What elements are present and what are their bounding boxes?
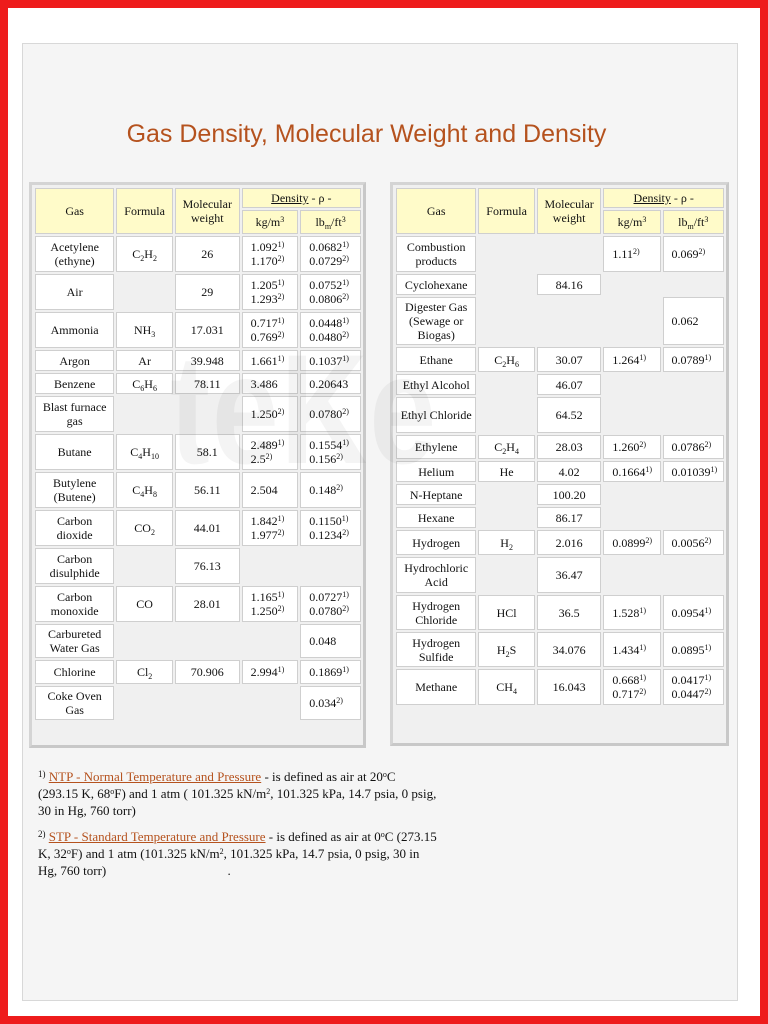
table-row [35, 586, 361, 622]
cell-formula-empty [116, 274, 173, 310]
cell-formula-empty [116, 686, 173, 720]
table-row [396, 595, 724, 630]
cell-density-kg-empty [242, 548, 299, 584]
cell-formula-empty [116, 396, 173, 432]
cell-gas: Hydrogen Sulfide [396, 632, 476, 667]
cell-molecular-weight: 34.076 [537, 632, 602, 667]
footnote-marker: 1) [38, 769, 46, 779]
cell-density-lb: 0.20643 [300, 373, 361, 394]
cell-molecular-weight-empty [175, 686, 240, 720]
footnote-ntp [38, 766, 438, 819]
cell-gas: Hydrogen Chloride [396, 595, 476, 630]
cell-gas: Butane [35, 434, 114, 470]
col-header-lbm-ft3: $lb_m/ft^3$ [663, 210, 724, 234]
cell-density-kg-empty [603, 297, 660, 345]
cell-density-lb: 0.0895$^{1)}$ [663, 632, 724, 667]
cell-density-kg-empty [603, 557, 660, 593]
cell-density-lb: 0.148$^{2)}$ [300, 472, 361, 508]
col-header-formula: Formula [478, 188, 534, 234]
col-header-gas: Gas [396, 188, 476, 234]
table-row [35, 624, 361, 658]
cell-density-kg: 1.264$^{1)}$ [603, 347, 660, 372]
col-header-density: Density - ρ - [242, 188, 361, 208]
ntp-text: - is defined as air at 20$^o$C (293.15 K, 68$^o$F) and 1 atm ( 101.325 $kN/m^2$, 101.325 kPa, 14.7 psia, 0 psig, 30 in Hg, 760 torr) [38, 769, 437, 818]
cell-gas: Helium [396, 461, 476, 482]
table-row [35, 434, 361, 470]
cell-gas: Chlorine [35, 660, 114, 684]
col-header-kg-m3: $kg/m^3$ [242, 210, 299, 234]
table-row [35, 472, 361, 508]
cell-density-lb: 0.1554$^{1)}$ 0.156$^{2)}$ [300, 434, 361, 470]
cell-formula-empty [478, 374, 534, 395]
cell-gas: Butylene (Butene) [35, 472, 114, 508]
cell-density-kg: 1.528$^{1)}$ [603, 595, 660, 630]
cell-density-kg-empty [603, 374, 660, 395]
cell-formula: $C_4H_{10}$ [116, 434, 173, 470]
table-row [396, 274, 724, 295]
cell-formula-empty [478, 484, 534, 505]
table-row [35, 686, 361, 720]
cell-density-lb-empty [663, 274, 724, 295]
cell-molecular-weight: 46.07 [537, 374, 602, 395]
cell-density-lb: 0.062 [663, 297, 724, 345]
cell-molecular-weight: 70.906 [175, 660, 240, 684]
cell-molecular-weight: 4.02 [537, 461, 602, 482]
cell-formula: He [478, 461, 534, 482]
cell-gas: Ammonia [35, 312, 114, 348]
table-row [396, 632, 724, 667]
cell-density-kg: 0.668$^{1)}$ 0.717$^{2)}$ [603, 669, 660, 705]
cell-density-lb: 0.1037$^{1)}$ [300, 350, 361, 371]
cell-density-kg: 1.205$^{1)}$ 1.293$^{2)}$ [242, 274, 299, 310]
cell-gas: Hydrochloric Acid [396, 557, 476, 593]
cell-formula: $Cl_2$ [116, 660, 173, 684]
cell-density-lb: 0.0056$^{2)}$ [663, 530, 724, 555]
cell-density-kg: 1.434$^{1)}$ [603, 632, 660, 667]
cell-molecular-weight: 26 [175, 236, 240, 272]
cell-density-kg: 1.092$^{1)}$ 1.170$^{2)}$ [242, 236, 299, 272]
cell-formula: HCl [478, 595, 534, 630]
cell-density-lb: 0.0448$^{1)}$ 0.0480$^{2)}$ [300, 312, 361, 348]
cell-density-kg: 1.250$^{2)}$ [242, 396, 299, 432]
col-header-lbm-ft3: $lb_m/ft^3$ [300, 210, 361, 234]
cell-formula-empty [478, 557, 534, 593]
cell-density-kg-empty [603, 397, 660, 433]
cell-molecular-weight-empty [537, 297, 602, 345]
cell-density-lb-empty [663, 397, 724, 433]
cell-density-kg: 3.486 [242, 373, 299, 394]
cell-density-lb: 0.0682$^{1)}$ 0.0729$^{2)}$ [300, 236, 361, 272]
cell-density-lb-empty [663, 507, 724, 528]
table-row [35, 350, 361, 371]
gas-table-left-panel [29, 182, 366, 748]
table-row [396, 484, 724, 505]
cell-formula-empty [116, 624, 173, 658]
cell-gas: Carbon dioxide [35, 510, 114, 546]
cell-molecular-weight: 16.043 [537, 669, 602, 705]
cell-gas: Hydrogen [396, 530, 476, 555]
table-row [396, 669, 724, 705]
cell-molecular-weight: 64.52 [537, 397, 602, 433]
cell-density-kg: 2.504 [242, 472, 299, 508]
cell-density-lb-empty [663, 484, 724, 505]
cell-formula: $H_2S$ [478, 632, 534, 667]
cell-density-lb: 0.048 [300, 624, 361, 658]
cell-density-lb: 0.0954$^{1)}$ [663, 595, 724, 630]
cell-density-lb: 0.0752$^{1)}$ 0.0806$^{2)}$ [300, 274, 361, 310]
footnotes [38, 766, 438, 886]
cell-density-lb: 0.1150$^{1)}$ 0.1234$^{2)}$ [300, 510, 361, 546]
cell-molecular-weight-empty [175, 624, 240, 658]
cell-density-lb-empty [300, 548, 361, 584]
col-header-molecular-weight: Molecular weight [537, 188, 602, 234]
cell-molecular-weight-empty [537, 236, 602, 272]
cell-formula: $C_2H_4$ [478, 435, 534, 459]
trailing-dot: . [227, 863, 231, 878]
table-row [396, 374, 724, 395]
cell-molecular-weight: 28.01 [175, 586, 240, 622]
cell-molecular-weight: 84.16 [537, 274, 602, 295]
col-header-formula: Formula [116, 188, 173, 234]
cell-formula: $CO_2$ [116, 510, 173, 546]
cell-gas: Argon [35, 350, 114, 371]
cell-molecular-weight: 36.47 [537, 557, 602, 593]
cell-molecular-weight: 17.031 [175, 312, 240, 348]
cell-density-lb: 0.01039$^{1)}$ [663, 461, 724, 482]
cell-density-kg-empty [603, 507, 660, 528]
cell-density-lb-empty [663, 374, 724, 395]
table-row [396, 530, 724, 555]
table-row [396, 236, 724, 272]
cell-molecular-weight: 36.5 [537, 595, 602, 630]
cell-gas: Cyclohexane [396, 274, 476, 295]
cell-formula-empty [478, 397, 534, 433]
col-header-gas: Gas [35, 188, 114, 234]
table-row [396, 435, 724, 459]
col-header-kg-m3: $kg/m^3$ [603, 210, 660, 234]
col-header-molecular-weight: Molecular weight [175, 188, 240, 234]
cell-gas: N-Heptane [396, 484, 476, 505]
table-row [35, 396, 361, 432]
cell-formula-empty [478, 507, 534, 528]
cell-gas: Benzene [35, 373, 114, 394]
ntp-link[interactable]: NTP - Normal Temperature and Pressure [48, 769, 262, 784]
cell-gas: Acetylene (ethyne) [35, 236, 114, 272]
cell-density-lb-empty [663, 557, 724, 593]
table-row [396, 397, 724, 433]
cell-gas: Digester Gas (Sewage or Biogas) [396, 297, 476, 345]
cell-formula: $C_2H_6$ [478, 347, 534, 372]
cell-gas: Methane [396, 669, 476, 705]
cell-molecular-weight: 78.11 [175, 373, 240, 394]
gas-table-left [33, 186, 363, 722]
stp-link[interactable]: STP - Standard Temperature and Pressure [48, 829, 266, 844]
cell-formula-empty [478, 297, 534, 345]
cell-density-lb: 0.0789$^{1)}$ [663, 347, 724, 372]
cell-formula: $C_2H_2$ [116, 236, 173, 272]
cell-gas: Coke Oven Gas [35, 686, 114, 720]
cell-molecular-weight: 44.01 [175, 510, 240, 546]
cell-molecular-weight: 56.11 [175, 472, 240, 508]
page-title: Gas Density, Molecular Weight and Density [126, 120, 607, 148]
cell-molecular-weight: 86.17 [537, 507, 602, 528]
stp-text: - is defined as air at 0$^o$C (273.15 K, 32$^o$F) and 1 atm (101.325 $kN/m^2$, 101.325 kPa, 14.7 psia, 0 psig, 30 in Hg, 760 torr) [38, 829, 437, 878]
cell-gas: Ethylene [396, 435, 476, 459]
cell-gas: Ethyl Chloride [396, 397, 476, 433]
cell-gas: Ethane [396, 347, 476, 372]
cell-density-lb: 0.1869$^{1)}$ [300, 660, 361, 684]
gas-table-right-panel [390, 182, 729, 746]
cell-formula: $NH_3$ [116, 312, 173, 348]
table-row [35, 274, 361, 310]
col-header-density: Density - ρ - [603, 188, 724, 208]
footnote-stp [38, 826, 438, 879]
cell-molecular-weight: 100.20 [537, 484, 602, 505]
cell-density-kg: 1.11$^{2)}$ [603, 236, 660, 272]
table-row [396, 347, 724, 372]
table-row [396, 507, 724, 528]
table-row [35, 660, 361, 684]
cell-molecular-weight: 39.948 [175, 350, 240, 371]
cell-gas: Carbureted Water Gas [35, 624, 114, 658]
cell-density-kg-empty [603, 484, 660, 505]
cell-formula: $C_6H_6$ [116, 373, 173, 394]
cell-density-kg-empty [242, 686, 299, 720]
cell-molecular-weight: 29 [175, 274, 240, 310]
cell-gas: Air [35, 274, 114, 310]
cell-density-kg: 2.489$^{1)}$ 2.5$^{2)}$ [242, 434, 299, 470]
cell-molecular-weight-empty [175, 396, 240, 432]
cell-density-kg: 0.1664$^{1)}$ [603, 461, 660, 482]
table-row [396, 297, 724, 345]
cell-molecular-weight: 58.1 [175, 434, 240, 470]
cell-gas: Carbon disulphide [35, 548, 114, 584]
cell-density-kg-empty [242, 624, 299, 658]
cell-gas: Carbon monoxide [35, 586, 114, 622]
cell-formula-empty [478, 274, 534, 295]
cell-molecular-weight: 2.016 [537, 530, 602, 555]
cell-formula: $CH_4$ [478, 669, 534, 705]
cell-density-kg: 0.0899$^{2)}$ [603, 530, 660, 555]
table-row [396, 461, 724, 482]
cell-density-lb: 0.0780$^{2)}$ [300, 396, 361, 432]
cell-formula: Ar [116, 350, 173, 371]
cell-formula: $H_2$ [478, 530, 534, 555]
cell-density-lb: 0.0786$^{2)}$ [663, 435, 724, 459]
table-row [35, 548, 361, 584]
cell-gas: Blast furnace gas [35, 396, 114, 432]
cell-density-kg: 0.717$^{1)}$ 0.769$^{2)}$ [242, 312, 299, 348]
cell-formula-empty [478, 236, 534, 272]
cell-formula-empty [116, 548, 173, 584]
cell-gas: Hexane [396, 507, 476, 528]
table-row [35, 373, 361, 394]
cell-density-kg-empty [603, 274, 660, 295]
cell-formula: $C_4H_8$ [116, 472, 173, 508]
cell-density-kg: 2.994$^{1)}$ [242, 660, 299, 684]
cell-gas: Ethyl Alcohol [396, 374, 476, 395]
cell-molecular-weight: 30.07 [537, 347, 602, 372]
gas-table-right [394, 186, 726, 707]
table-row [396, 557, 724, 593]
cell-density-lb: 0.034$^{2)}$ [300, 686, 361, 720]
cell-density-kg: 1.661$^{1)}$ [242, 350, 299, 371]
table-row [35, 510, 361, 546]
footnote-marker: 2) [38, 829, 46, 839]
table-row [35, 236, 361, 272]
cell-density-lb: 0.0727$^{1)}$ 0.0780$^{2)}$ [300, 586, 361, 622]
cell-density-lb: 0.069$^{2)}$ [663, 236, 724, 272]
cell-density-kg: 1.260$^{2)}$ [603, 435, 660, 459]
cell-gas: Combustion products [396, 236, 476, 272]
cell-formula: CO [116, 586, 173, 622]
cell-molecular-weight: 76.13 [175, 548, 240, 584]
table-row [35, 312, 361, 348]
cell-density-kg: 1.165$^{1)}$ 1.250$^{2)}$ [242, 586, 299, 622]
cell-density-lb: 0.0417$^{1)}$ 0.0447$^{2)}$ [663, 669, 724, 705]
cell-density-kg: 1.842$^{1)}$ 1.977$^{2)}$ [242, 510, 299, 546]
cell-molecular-weight: 28.03 [537, 435, 602, 459]
